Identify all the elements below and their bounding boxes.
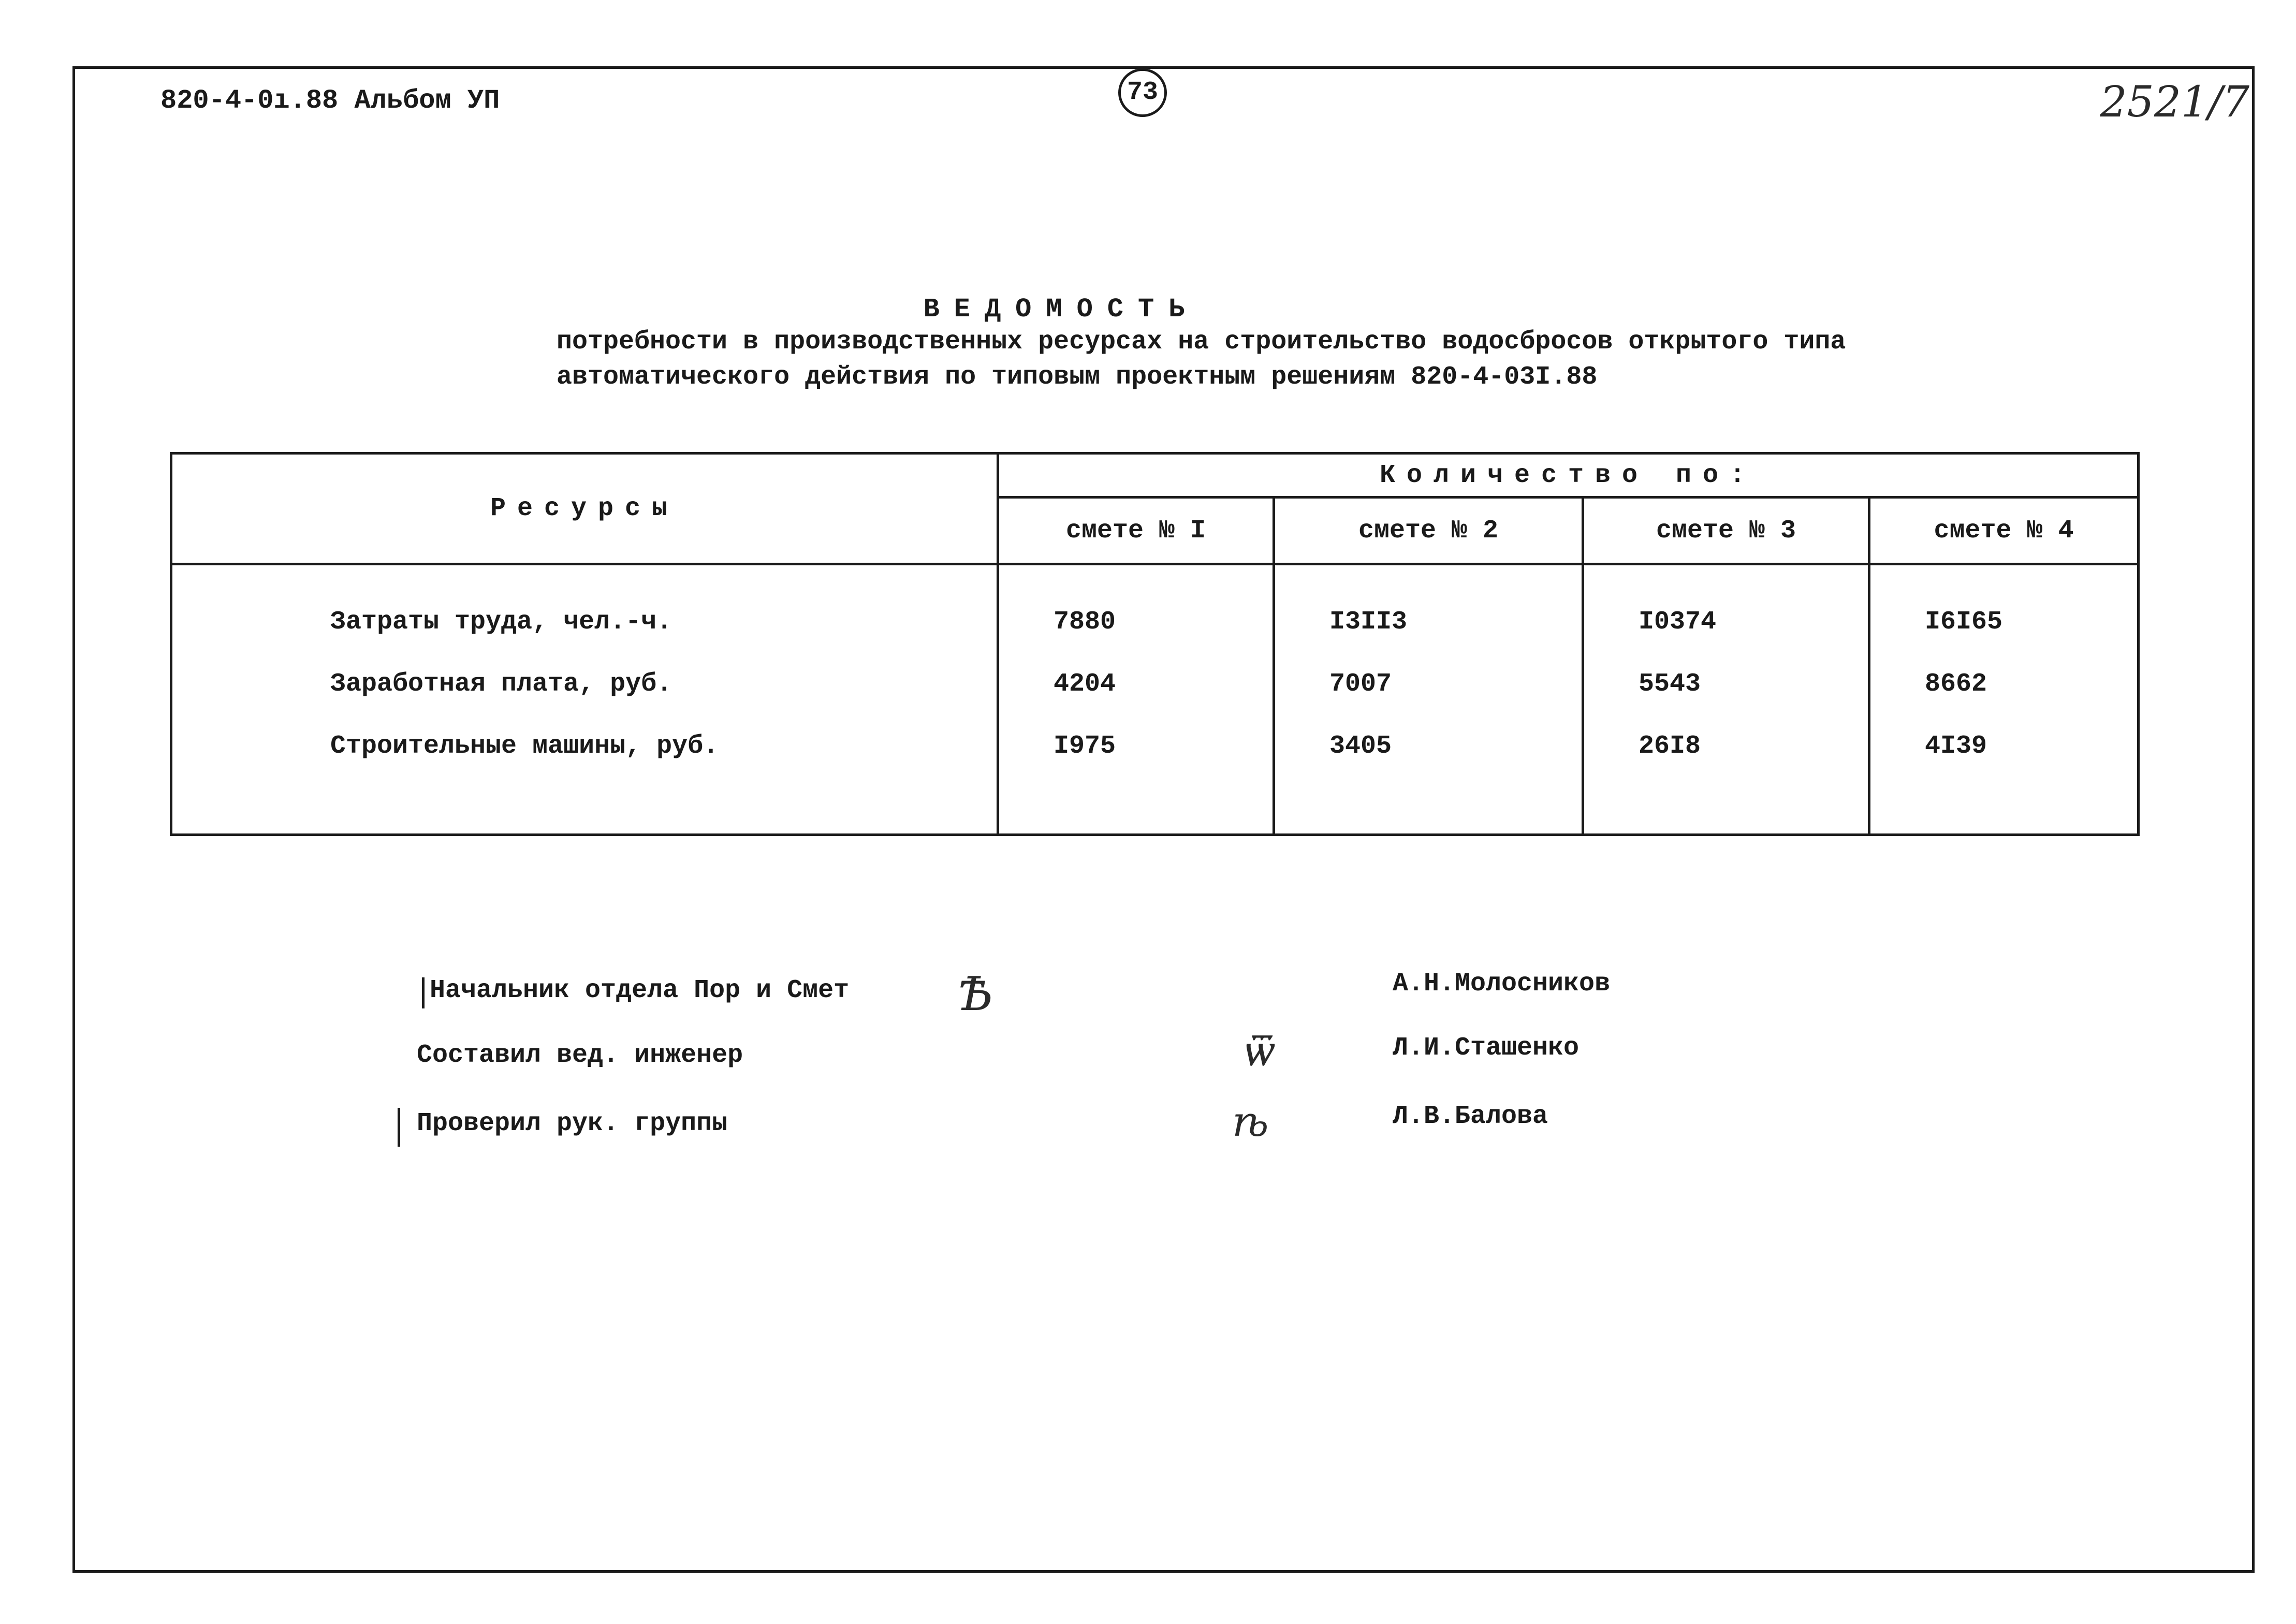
signatory-title-checker: Проверил рук. группы <box>417 1109 728 1138</box>
document-code: 820-4-0ı.88 Альбом УП <box>160 85 500 116</box>
machines-estimate-1: I975 <box>1054 731 1116 761</box>
signature-head: Ѣ <box>958 967 993 1021</box>
resources-header: Ресурсы <box>171 453 998 564</box>
signatory-name-compiler: Л.И.Сташенко <box>1393 1033 1580 1063</box>
signature-compiler: ѿ <box>1242 1022 1273 1077</box>
page-number: 73 <box>1118 68 1167 117</box>
wages-estimate-3: 5543 <box>1639 669 1701 699</box>
table-header-row <box>171 453 2139 498</box>
table-body-row <box>171 564 2139 835</box>
resources-table <box>170 452 2140 836</box>
quantity-header: Количество по: <box>998 453 2139 498</box>
estimate-2-header: смете № 2 <box>1274 498 1583 564</box>
document-subtitle-line1: потребности в производственных ресурсах на строительство водосбросов открытого типа <box>557 327 1846 357</box>
signatory-name-head: А.Н.Молосников <box>1393 969 1611 999</box>
wages-estimate-2: 7007 <box>1329 669 1392 699</box>
sheet-number: 2521/7 <box>2100 78 2249 127</box>
row-label-wages: Заработная плата, руб. <box>330 669 672 699</box>
labor-estimate-2: I3II3 <box>1329 607 1408 637</box>
margin-tick <box>398 1108 400 1147</box>
wages-estimate-1: 4204 <box>1054 669 1116 699</box>
document-title: ВЕДОМОСТЬ <box>923 294 1200 325</box>
estimate-4-cell <box>1869 564 2139 835</box>
document-subtitle-line2: автоматического действия по типовым проектным решениям 820-4-03I.88 <box>557 362 1598 392</box>
signature-checker: ѣ <box>1232 1098 1269 1146</box>
estimate-3-cell <box>1583 564 1869 835</box>
labor-estimate-4: I6I65 <box>1925 607 2003 637</box>
estimate-2-cell <box>1274 564 1583 835</box>
machines-estimate-2: 3405 <box>1329 731 1392 761</box>
signatory-title-head: Начальник отдела Пор и Смет <box>430 976 850 1005</box>
signatory-title-compiler: Составил вед. инженер <box>417 1041 743 1070</box>
wages-estimate-4: 8662 <box>1925 669 1987 699</box>
row-label-labor: Затраты труда, чел.-ч. <box>330 607 672 637</box>
machines-estimate-4: 4I39 <box>1925 731 1987 761</box>
estimate-1-cell <box>998 564 1274 835</box>
machines-estimate-3: 26I8 <box>1639 731 1701 761</box>
margin-tick <box>422 977 425 1008</box>
labor-estimate-3: I0374 <box>1639 607 1717 637</box>
labor-estimate-1: 7880 <box>1054 607 1116 637</box>
estimate-1-header: смете № I <box>998 498 1274 564</box>
estimate-3-header: смете № 3 <box>1583 498 1869 564</box>
row-label-machines: Строительные машины, руб. <box>330 731 719 761</box>
resource-labels-cell <box>171 564 998 835</box>
estimate-4-header: смете № 4 <box>1869 498 2139 564</box>
signatory-name-checker: Л.В.Балова <box>1393 1102 1548 1131</box>
